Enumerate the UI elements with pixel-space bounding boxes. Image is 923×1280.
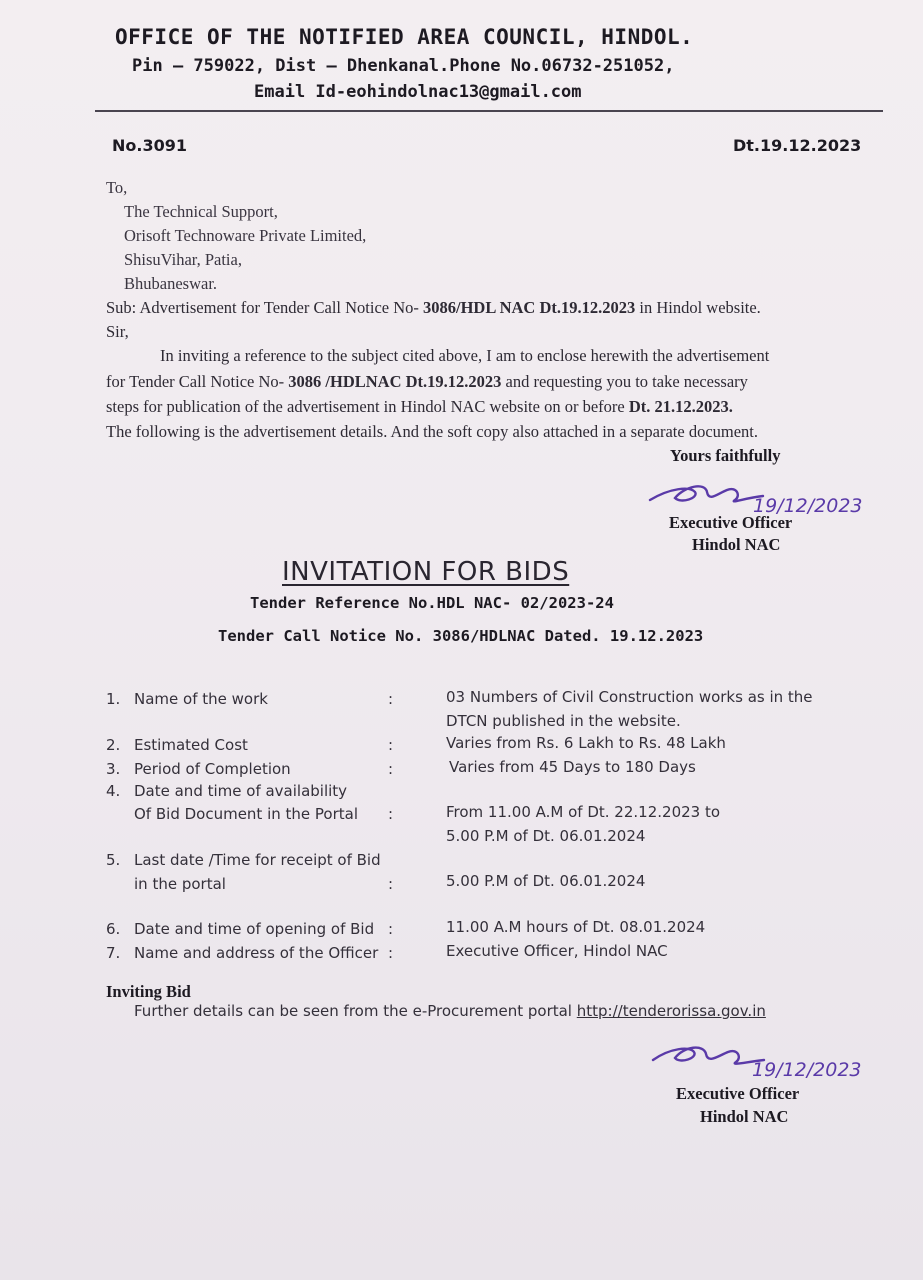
item-value: From 11.00 A.M of Dt. 22.12.2023 to bbox=[446, 803, 721, 821]
invitation-title: INVITATION FOR BIDS bbox=[282, 557, 570, 587]
item-label: 1. Name of the work bbox=[106, 690, 268, 708]
item-colon: : bbox=[388, 944, 394, 962]
letterhead-email: Email Id-eohindolnac13@gmail.com bbox=[254, 82, 582, 102]
item-value: 11.00 A.M hours of Dt. 08.01.2024 bbox=[446, 918, 706, 936]
item-label: 2. Estimated Cost bbox=[106, 736, 248, 754]
tender-reference: Tender Reference No.HDL NAC- 02/2023-24 bbox=[250, 594, 614, 612]
item-label: 3. Period of Completion bbox=[106, 760, 291, 778]
item-label: 4. Date and time of availability bbox=[106, 782, 348, 800]
subject-suffix: in Hindol website. bbox=[639, 298, 761, 317]
item-colon: : bbox=[388, 805, 394, 823]
subject-reference: 3086/HDL NAC Dt.19.12.2023 bbox=[423, 298, 636, 317]
signatory-office: Hindol NAC bbox=[700, 1107, 789, 1126]
item-value: DTCN published in the website. bbox=[446, 712, 681, 730]
body-line: The following is the advertisement details. And the soft copy also attached in a separate document. bbox=[106, 422, 759, 441]
letterhead-contact: Pin – 759022, Dist – Dhenkanal.Phone No.06732-251052, bbox=[132, 56, 675, 76]
item-colon: : bbox=[388, 760, 394, 778]
body-line: In inviting a reference to the subject cited above, I am to enclose herewith the advertisement bbox=[160, 346, 770, 365]
item-label: 5. Last date /Time for receipt of Bid bbox=[106, 851, 381, 869]
item-label: Of Bid Document in the Portal bbox=[134, 805, 359, 823]
item-value: 5.00 P.M of Dt. 06.01.2024 bbox=[446, 827, 646, 845]
body-line: steps for publication of the advertisement in Hindol NAC website on or before Dt. 21.12.2023. bbox=[106, 397, 733, 416]
item-colon: : bbox=[388, 736, 394, 754]
item-value: Varies from Rs. 6 Lakh to Rs. 48 Lakh bbox=[446, 734, 726, 752]
deadline-date: Dt. 21.12.2023. bbox=[628, 397, 733, 416]
signature-image bbox=[648, 1036, 878, 1088]
item-label: 7. Name and address of the Officer bbox=[106, 944, 379, 962]
to-label: To, bbox=[106, 178, 128, 197]
item-colon: : bbox=[388, 690, 394, 708]
item-label: in the portal bbox=[134, 875, 226, 893]
address-line: ShisuVihar, Patia, bbox=[124, 250, 242, 269]
inviting-bid-heading: Inviting Bid bbox=[106, 982, 191, 1001]
signature-date: 19/12/2023 bbox=[752, 1059, 862, 1081]
item-colon: : bbox=[388, 875, 394, 893]
signatory-office: Hindol NAC bbox=[692, 535, 781, 554]
signatory-title: Executive Officer bbox=[669, 513, 793, 532]
tender-call-notice: Tender Call Notice No. 3086/HDLNAC Dated. 19.12.2023 bbox=[218, 627, 704, 645]
address-line: The Technical Support, bbox=[124, 202, 278, 221]
letter-date: Dt.19.12.2023 bbox=[733, 136, 862, 155]
signature-date: 19/12/2023 bbox=[753, 495, 863, 517]
letter-number: No.3091 bbox=[112, 136, 187, 155]
item-label: 6. Date and time of opening of Bid bbox=[106, 920, 375, 938]
letterhead-title: OFFICE OF THE NOTIFIED AREA COUNCIL, HINDOL. bbox=[115, 25, 694, 49]
notice-reference: 3086 /HDLNAC Dt.19.12.2023 bbox=[288, 372, 502, 391]
address-line: Orisoft Technoware Private Limited, bbox=[124, 226, 367, 245]
item-colon: : bbox=[388, 920, 394, 938]
portal-link[interactable]: http://tenderorissa.gov.in bbox=[576, 1002, 766, 1020]
item-value: 5.00 P.M of Dt. 06.01.2024 bbox=[446, 872, 646, 890]
address-line: Bhubaneswar. bbox=[124, 274, 218, 293]
item-value: Varies from 45 Days to 180 Days bbox=[449, 758, 696, 776]
body-line: for Tender Call Notice No- 3086 /HDLNAC Dt.19.12.2023 and requesting you to take necessary bbox=[106, 372, 748, 391]
letterhead-divider bbox=[95, 110, 883, 112]
subject-prefix: Sub: Advertisement for Tender Call Notice No- bbox=[106, 298, 419, 317]
item-value: 03 Numbers of Civil Construction works as in the bbox=[446, 688, 813, 706]
closing: Yours faithfully bbox=[670, 446, 781, 465]
item-value: Executive Officer, Hindol NAC bbox=[446, 942, 668, 960]
signatory-title: Executive Officer bbox=[676, 1084, 800, 1103]
subject-line bbox=[106, 298, 761, 318]
salutation: Sir, bbox=[106, 322, 129, 341]
further-details: Further details can be seen from the e-Procurement portal http://tenderorissa.gov.in bbox=[134, 1002, 766, 1020]
